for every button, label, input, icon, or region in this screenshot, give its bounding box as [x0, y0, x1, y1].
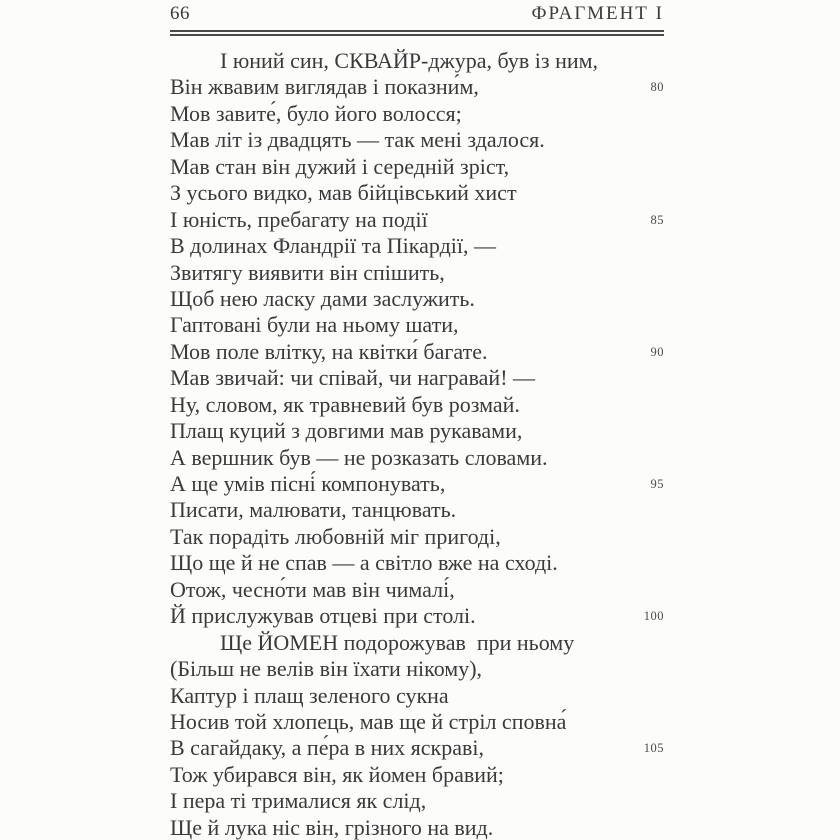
verse-text: Що ще й не спав — а світло вже на сході. — [170, 550, 558, 576]
verse-text: І юність, пребагату на події — [170, 206, 428, 232]
poem-line — [170, 788, 664, 814]
poem-line — [170, 48, 664, 74]
running-header — [170, 0, 664, 25]
verse-text: З усього видко, мав бійцівський хист — [170, 180, 517, 206]
verse-number: 85 — [650, 212, 664, 227]
poem-line — [170, 550, 664, 576]
verse-text: І пера ті трималися як слід, — [170, 788, 427, 814]
verse-text: Ну, словом, як травневий був розмай. — [170, 391, 520, 417]
verse-text: (Більш не велів він їхати нікому), — [170, 656, 483, 682]
verse-text: Мов завите́, було його волосся; — [170, 100, 462, 126]
poem-line — [170, 312, 664, 338]
poem-line — [170, 603, 664, 629]
verse-text: В долинах Фландрії та Пікардії, — — [170, 233, 496, 259]
verse-text: Плащ куций з довгими мав рукавами, — [170, 418, 523, 444]
verse-text: А вершник був — не розказать словами. — [170, 444, 548, 470]
verse-text: Мав стан він дужий і середній зріст, — [170, 153, 510, 179]
poem-line — [170, 683, 664, 709]
poem-line — [170, 207, 664, 233]
poem-line — [170, 418, 664, 444]
verse-text: Ще ЙОМЕН подорожував при ньому — [220, 629, 575, 655]
verse-text: Мав літ із двадцять — так мені здалося. — [170, 127, 545, 153]
verse-text: В сагайдаку, а пе́ра в них яскраві, — [170, 735, 485, 761]
verse-text: Мов поле влітку, на квітки́ багате. — [170, 338, 488, 364]
verse-number: 90 — [650, 344, 664, 359]
verse-number: 95 — [650, 477, 664, 491]
poem-line — [170, 445, 664, 471]
text-column — [170, 0, 664, 840]
verse-text: Каптур і плащ зеленого сукна — [170, 682, 449, 708]
verse-text: І юний син, СКВАЙР-джура, був із ним, — [220, 48, 599, 73]
verse-text: А ще умів пісні́ компонувать, — [170, 471, 446, 496]
poem-line — [170, 735, 664, 761]
poem-line — [170, 260, 664, 286]
poem-line — [170, 577, 664, 603]
poem-line — [170, 471, 664, 497]
poem-line — [170, 709, 664, 735]
poem-line — [170, 154, 664, 180]
poem-line — [170, 762, 664, 788]
verse-text: Так порадіть любовній міг пригоді, — [170, 523, 501, 549]
verse-text: Він жвавим виглядав і показни́м, — [170, 74, 479, 100]
verse-text: Мав звичай: чи співай, чи награвай! — — [170, 365, 536, 391]
poem-line — [170, 127, 664, 153]
poem-block — [170, 48, 664, 840]
verse-text: Носив той хлопець, мав ще й стріл сповна́ — [170, 708, 567, 734]
header-rule — [170, 30, 664, 36]
poem-line — [170, 656, 664, 682]
verse-text: Щоб нею ласку дами заслужить. — [170, 285, 475, 311]
verse-number: 105 — [643, 741, 664, 756]
verse-text: Ще й лука ніс він, грізного на вид. — [170, 814, 494, 840]
poem-line — [170, 286, 664, 312]
running-title: ФРАГМЕНТ І — [531, 3, 664, 24]
verse-text: Отож, чесно́ти мав він чималі́, — [170, 576, 455, 602]
verse-text: Звитягу виявити він спішить, — [170, 259, 445, 285]
poem-line — [170, 339, 664, 365]
poem-line — [170, 101, 664, 127]
poem-line — [170, 233, 664, 259]
verse-number: 100 — [643, 609, 664, 624]
poem-line — [170, 630, 664, 656]
verse-number: 80 — [650, 80, 664, 95]
verse-text: Гаптовані були на ньому шати, — [170, 312, 459, 338]
verse-text: Тож убирався він, як йомен бравий; — [170, 761, 504, 787]
verse-text: Й прислужував отцеві при столі. — [170, 603, 476, 629]
poem-line — [170, 74, 664, 100]
poem-line — [170, 815, 664, 840]
poem-line — [170, 497, 664, 523]
poem-line — [170, 524, 664, 550]
poem-line — [170, 365, 664, 391]
page-number: 66 — [170, 3, 190, 24]
verse-text: Писати, малювати, танцювать. — [170, 497, 457, 523]
poem-line — [170, 180, 664, 206]
poem-line — [170, 392, 664, 418]
